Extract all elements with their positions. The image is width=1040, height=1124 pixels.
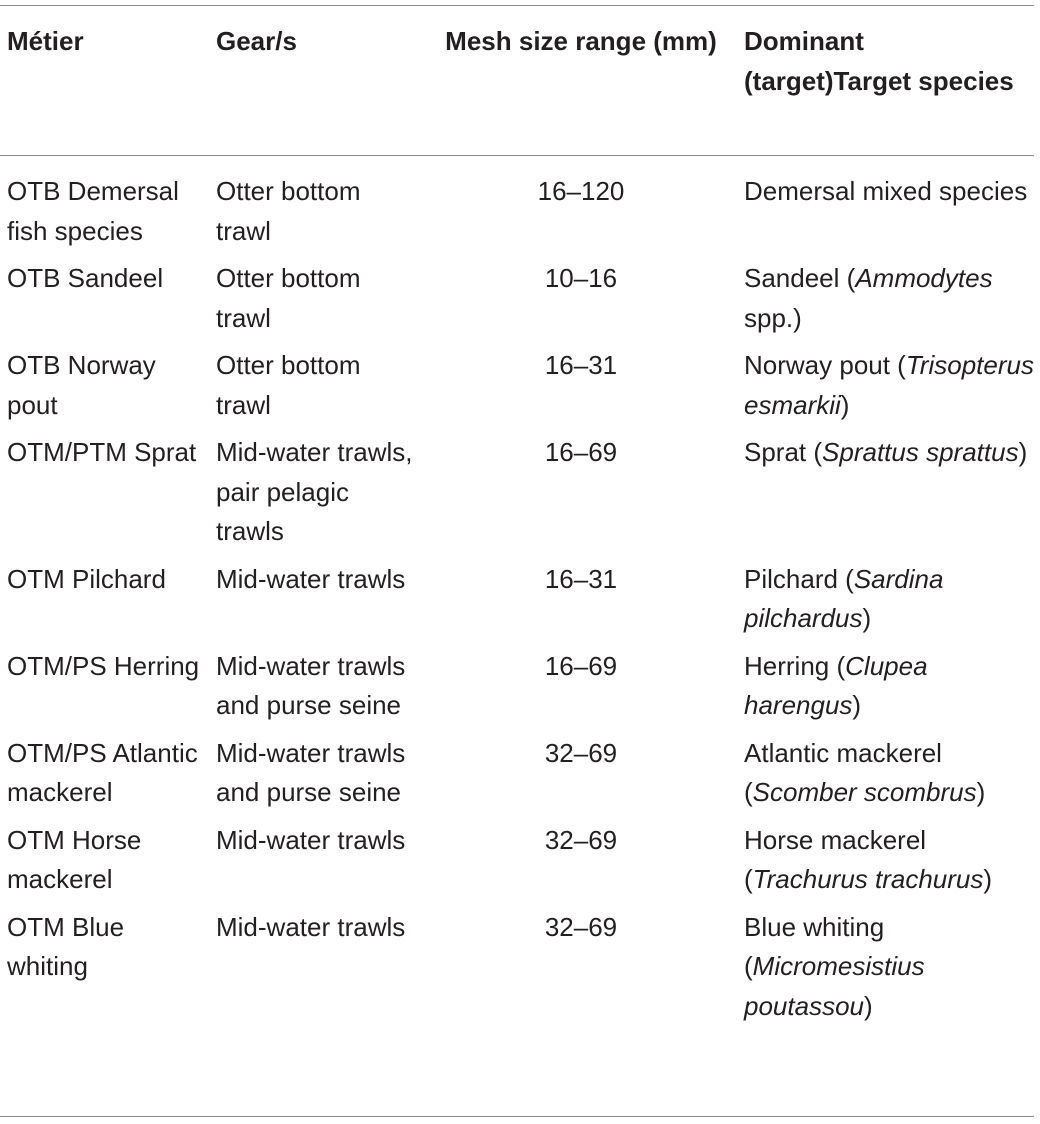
species-suffix: ) xyxy=(852,690,862,720)
cell-metier: OTM/PS Atlantic mackerel xyxy=(7,737,198,807)
species-suffix: spp.) xyxy=(744,302,802,333)
table-row xyxy=(0,433,1034,560)
cell-mesh-size: 32–69 xyxy=(544,737,618,768)
species-common-name: Sprat ( xyxy=(744,437,823,467)
cell-target-species xyxy=(736,647,1034,734)
cell-gear: Otter bottom trawl xyxy=(216,176,361,246)
cell-mesh-size: 32–69 xyxy=(544,911,618,942)
cell-mesh-size: 16–120 xyxy=(537,176,625,206)
table-row xyxy=(0,155,1034,259)
species-scientific-name: Sprattus sprattus xyxy=(822,437,1019,467)
cell-target-species xyxy=(736,908,1034,1027)
table-row xyxy=(0,908,1034,1027)
table-row xyxy=(0,821,1034,908)
cell-gear: Mid-water trawls, pair pelagic trawls xyxy=(216,437,413,546)
species-suffix: ) xyxy=(983,864,993,894)
cell-metier: OTM Horse mackerel xyxy=(7,824,142,894)
cell-mesh-size: 10–16 xyxy=(544,263,618,293)
cell-target-species xyxy=(736,821,1034,908)
species-suffix: ) xyxy=(1018,437,1028,467)
species-common-name: Horse mackerel ( xyxy=(744,824,927,894)
cell-gear: Otter bottom trawl xyxy=(216,263,361,333)
cell-gear: Mid-water trawls xyxy=(216,824,406,855)
cell-mesh-size: 32–69 xyxy=(544,824,618,855)
species-scientific-name: Sardina pilchardus xyxy=(744,563,944,633)
species-common-name: Sandeel ( xyxy=(744,263,856,293)
species-suffix: ) xyxy=(862,603,872,633)
cell-target-species xyxy=(736,259,1034,346)
bottom-rule xyxy=(0,1116,1034,1117)
species-common-name: Blue whiting ( xyxy=(744,911,885,981)
species-scientific-name: Clupea harengus xyxy=(744,650,928,720)
cell-gear: Mid-water trawls xyxy=(216,911,406,942)
header-row xyxy=(0,0,1034,155)
species-scientific-name: Trisopterus esmarkii xyxy=(744,350,1034,420)
cell-target-species xyxy=(736,346,1034,433)
species-suffix: ) xyxy=(840,389,850,420)
species-scientific-name: Scomber scombrus xyxy=(752,777,977,807)
cell-target-species xyxy=(736,155,1034,259)
cell-metier: OTM/PTM Sprat xyxy=(7,437,197,467)
header-metier: Métier xyxy=(7,26,84,56)
cell-metier: OTM/PS Herring xyxy=(7,650,200,681)
table-row xyxy=(0,259,1034,346)
cell-target-species xyxy=(736,433,1034,560)
header-target-species: Dominant (target)Target species xyxy=(744,26,1014,96)
species-suffix: ) xyxy=(976,777,986,807)
species-scientific-name: Trachurus trachurus xyxy=(752,864,984,894)
cell-metier: OTM Pilchard xyxy=(7,563,166,594)
cell-metier: OTB Demersal fish species xyxy=(7,176,179,246)
table-row xyxy=(0,734,1034,821)
header-mesh-size: Mesh size range (mm) xyxy=(445,26,717,56)
cell-gear: Mid-water trawls xyxy=(216,563,406,594)
table-row xyxy=(0,647,1034,734)
cell-mesh-size: 16–69 xyxy=(544,437,618,467)
table-row xyxy=(0,346,1034,433)
cell-metier: OTB Norway pout xyxy=(7,350,156,420)
header-gear: Gear/s xyxy=(216,26,297,56)
cell-gear: Mid-water trawls and purse seine xyxy=(216,737,406,807)
species-suffix: ) xyxy=(863,990,873,1021)
cell-target-species xyxy=(736,560,1034,647)
species-common-name: Norway pout ( xyxy=(744,350,906,380)
cell-gear: Otter bottom trawl xyxy=(216,350,361,420)
species-common-name: Atlantic mackerel ( xyxy=(744,737,942,807)
cell-mesh-size: 16–31 xyxy=(544,563,618,594)
table-row xyxy=(0,560,1034,647)
species-scientific-name: Micromesistius poutassou xyxy=(744,951,925,1021)
cell-mesh-size: 16–69 xyxy=(544,650,618,681)
cell-metier: OTM Blue whiting xyxy=(7,911,125,981)
cell-mesh-size: 16–31 xyxy=(544,350,618,380)
species-common-name: Demersal mixed species xyxy=(744,176,1028,206)
species-common-name: Pilchard ( xyxy=(744,563,854,594)
species-common-name: Herring ( xyxy=(744,650,846,681)
cell-gear: Mid-water trawls and purse seine xyxy=(216,650,406,720)
cell-metier: OTB Sandeel xyxy=(7,263,164,293)
cell-target-species xyxy=(736,734,1034,821)
species-scientific-name: Ammodytes xyxy=(855,263,993,293)
